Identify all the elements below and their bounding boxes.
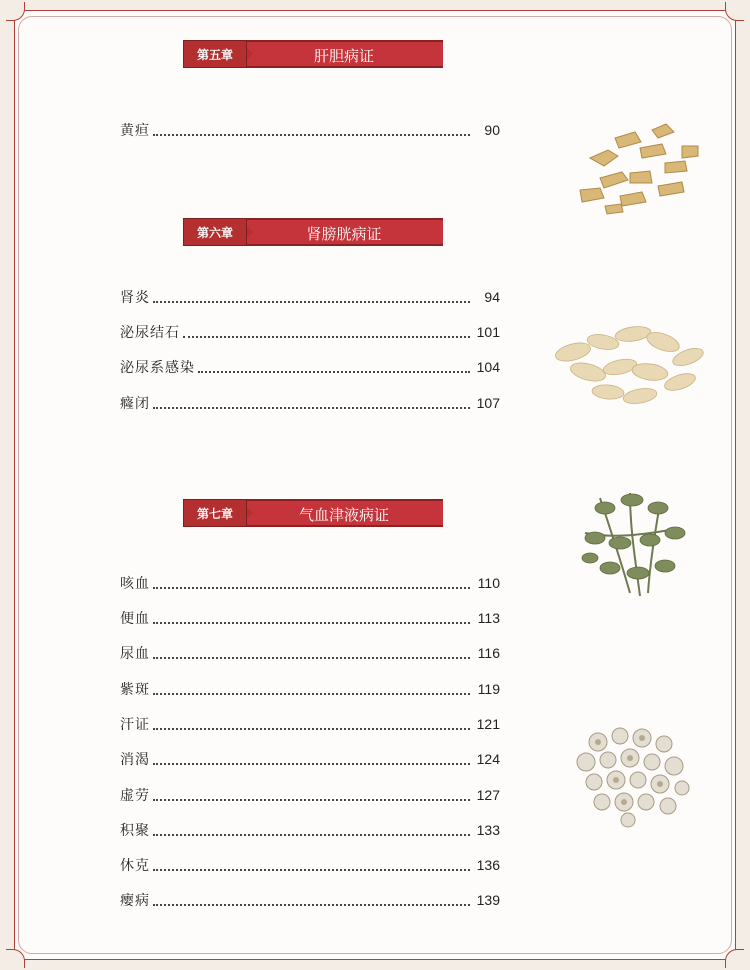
chapter-title: 肝胆病证 [245, 40, 443, 68]
toc-entry-page: 121 [476, 716, 500, 732]
leader-dots [153, 683, 470, 695]
toc-entry-page: 110 [477, 575, 500, 591]
herb-leaves-icon [570, 478, 695, 603]
toc-entry[interactable] [120, 285, 500, 309]
herb-slices-icon [570, 118, 710, 218]
toc-entry[interactable] [120, 747, 500, 771]
toc-entry-title: 尿血 [120, 646, 150, 662]
leader-dots [198, 361, 470, 373]
leader-dots [153, 577, 470, 589]
leader-dots [153, 612, 470, 624]
toc-entry-page: 124 [476, 751, 500, 767]
chapter-title: 气血津液病证 [245, 499, 443, 527]
toc-entry[interactable] [120, 818, 500, 842]
leader-dots [153, 789, 470, 801]
toc-entry-page: 107 [476, 395, 500, 411]
toc-entry-page: 133 [476, 822, 500, 838]
toc-entry-page: 113 [477, 610, 500, 626]
toc-entry[interactable] [120, 606, 500, 630]
herb-shavings-icon [548, 312, 713, 412]
toc-entry[interactable] [120, 391, 500, 415]
toc-entry[interactable] [120, 641, 500, 665]
toc-entry-page: 139 [476, 892, 500, 908]
leader-dots [153, 859, 470, 871]
toc-entry-title: 便血 [120, 611, 150, 627]
toc-entry-title: 癃闭 [120, 396, 150, 412]
toc-entry[interactable] [120, 677, 500, 701]
toc-entry[interactable] [120, 888, 500, 912]
leader-dots [153, 894, 470, 906]
toc-entry-page: 116 [477, 645, 500, 661]
leader-dots [183, 326, 470, 338]
leader-dots [153, 718, 470, 730]
toc-entry-title: 积聚 [120, 823, 150, 839]
leader-dots [153, 291, 470, 303]
toc-entry-title: 汗证 [120, 717, 150, 733]
toc-entry[interactable] [120, 355, 500, 379]
chapter-heading-7 [183, 499, 443, 527]
chapter-number: 第五章 [183, 40, 247, 68]
toc-entry-title: 虚劳 [120, 788, 150, 804]
toc-entry-title: 泌尿结石 [120, 325, 180, 341]
toc-entry-title: 肾炎 [120, 290, 150, 306]
toc-entry-page: 136 [476, 857, 500, 873]
frame-corner-ornament [725, 949, 744, 968]
toc-entry-page: 101 [476, 324, 500, 340]
chapter-heading-5 [183, 40, 443, 68]
leader-dots [153, 397, 470, 409]
chapter-number: 第六章 [183, 218, 247, 246]
toc-entry-title: 咳血 [120, 576, 150, 592]
toc-entry[interactable] [120, 571, 500, 595]
leader-dots [153, 824, 470, 836]
toc-entry-page: 90 [484, 122, 500, 138]
chapter-number: 第七章 [183, 499, 247, 527]
toc-entry[interactable] [120, 118, 500, 142]
toc-entry-title: 泌尿系感染 [120, 360, 195, 376]
toc-entry-title: 休克 [120, 858, 150, 874]
leader-dots [153, 124, 470, 136]
toc-entry-page: 127 [476, 787, 500, 803]
toc-entry[interactable] [120, 853, 500, 877]
chapter-heading-6 [183, 218, 443, 246]
toc-entry-page: 94 [484, 289, 500, 305]
herb-discs-icon [568, 722, 698, 832]
toc-entry[interactable] [120, 783, 500, 807]
toc-entry-title: 黄疸 [120, 123, 150, 139]
toc-entry-page: 119 [477, 681, 500, 697]
leader-dots [153, 647, 470, 659]
toc-entry-title: 消渴 [120, 752, 150, 768]
toc-entry[interactable] [120, 320, 500, 344]
leader-dots [153, 753, 470, 765]
chapter-title: 肾膀胱病证 [245, 218, 443, 246]
toc-entry[interactable] [120, 712, 500, 736]
toc-entry-title: 紫斑 [120, 682, 150, 698]
toc-entry-title: 瘿病 [120, 893, 150, 909]
toc-entry-page: 104 [476, 359, 500, 375]
